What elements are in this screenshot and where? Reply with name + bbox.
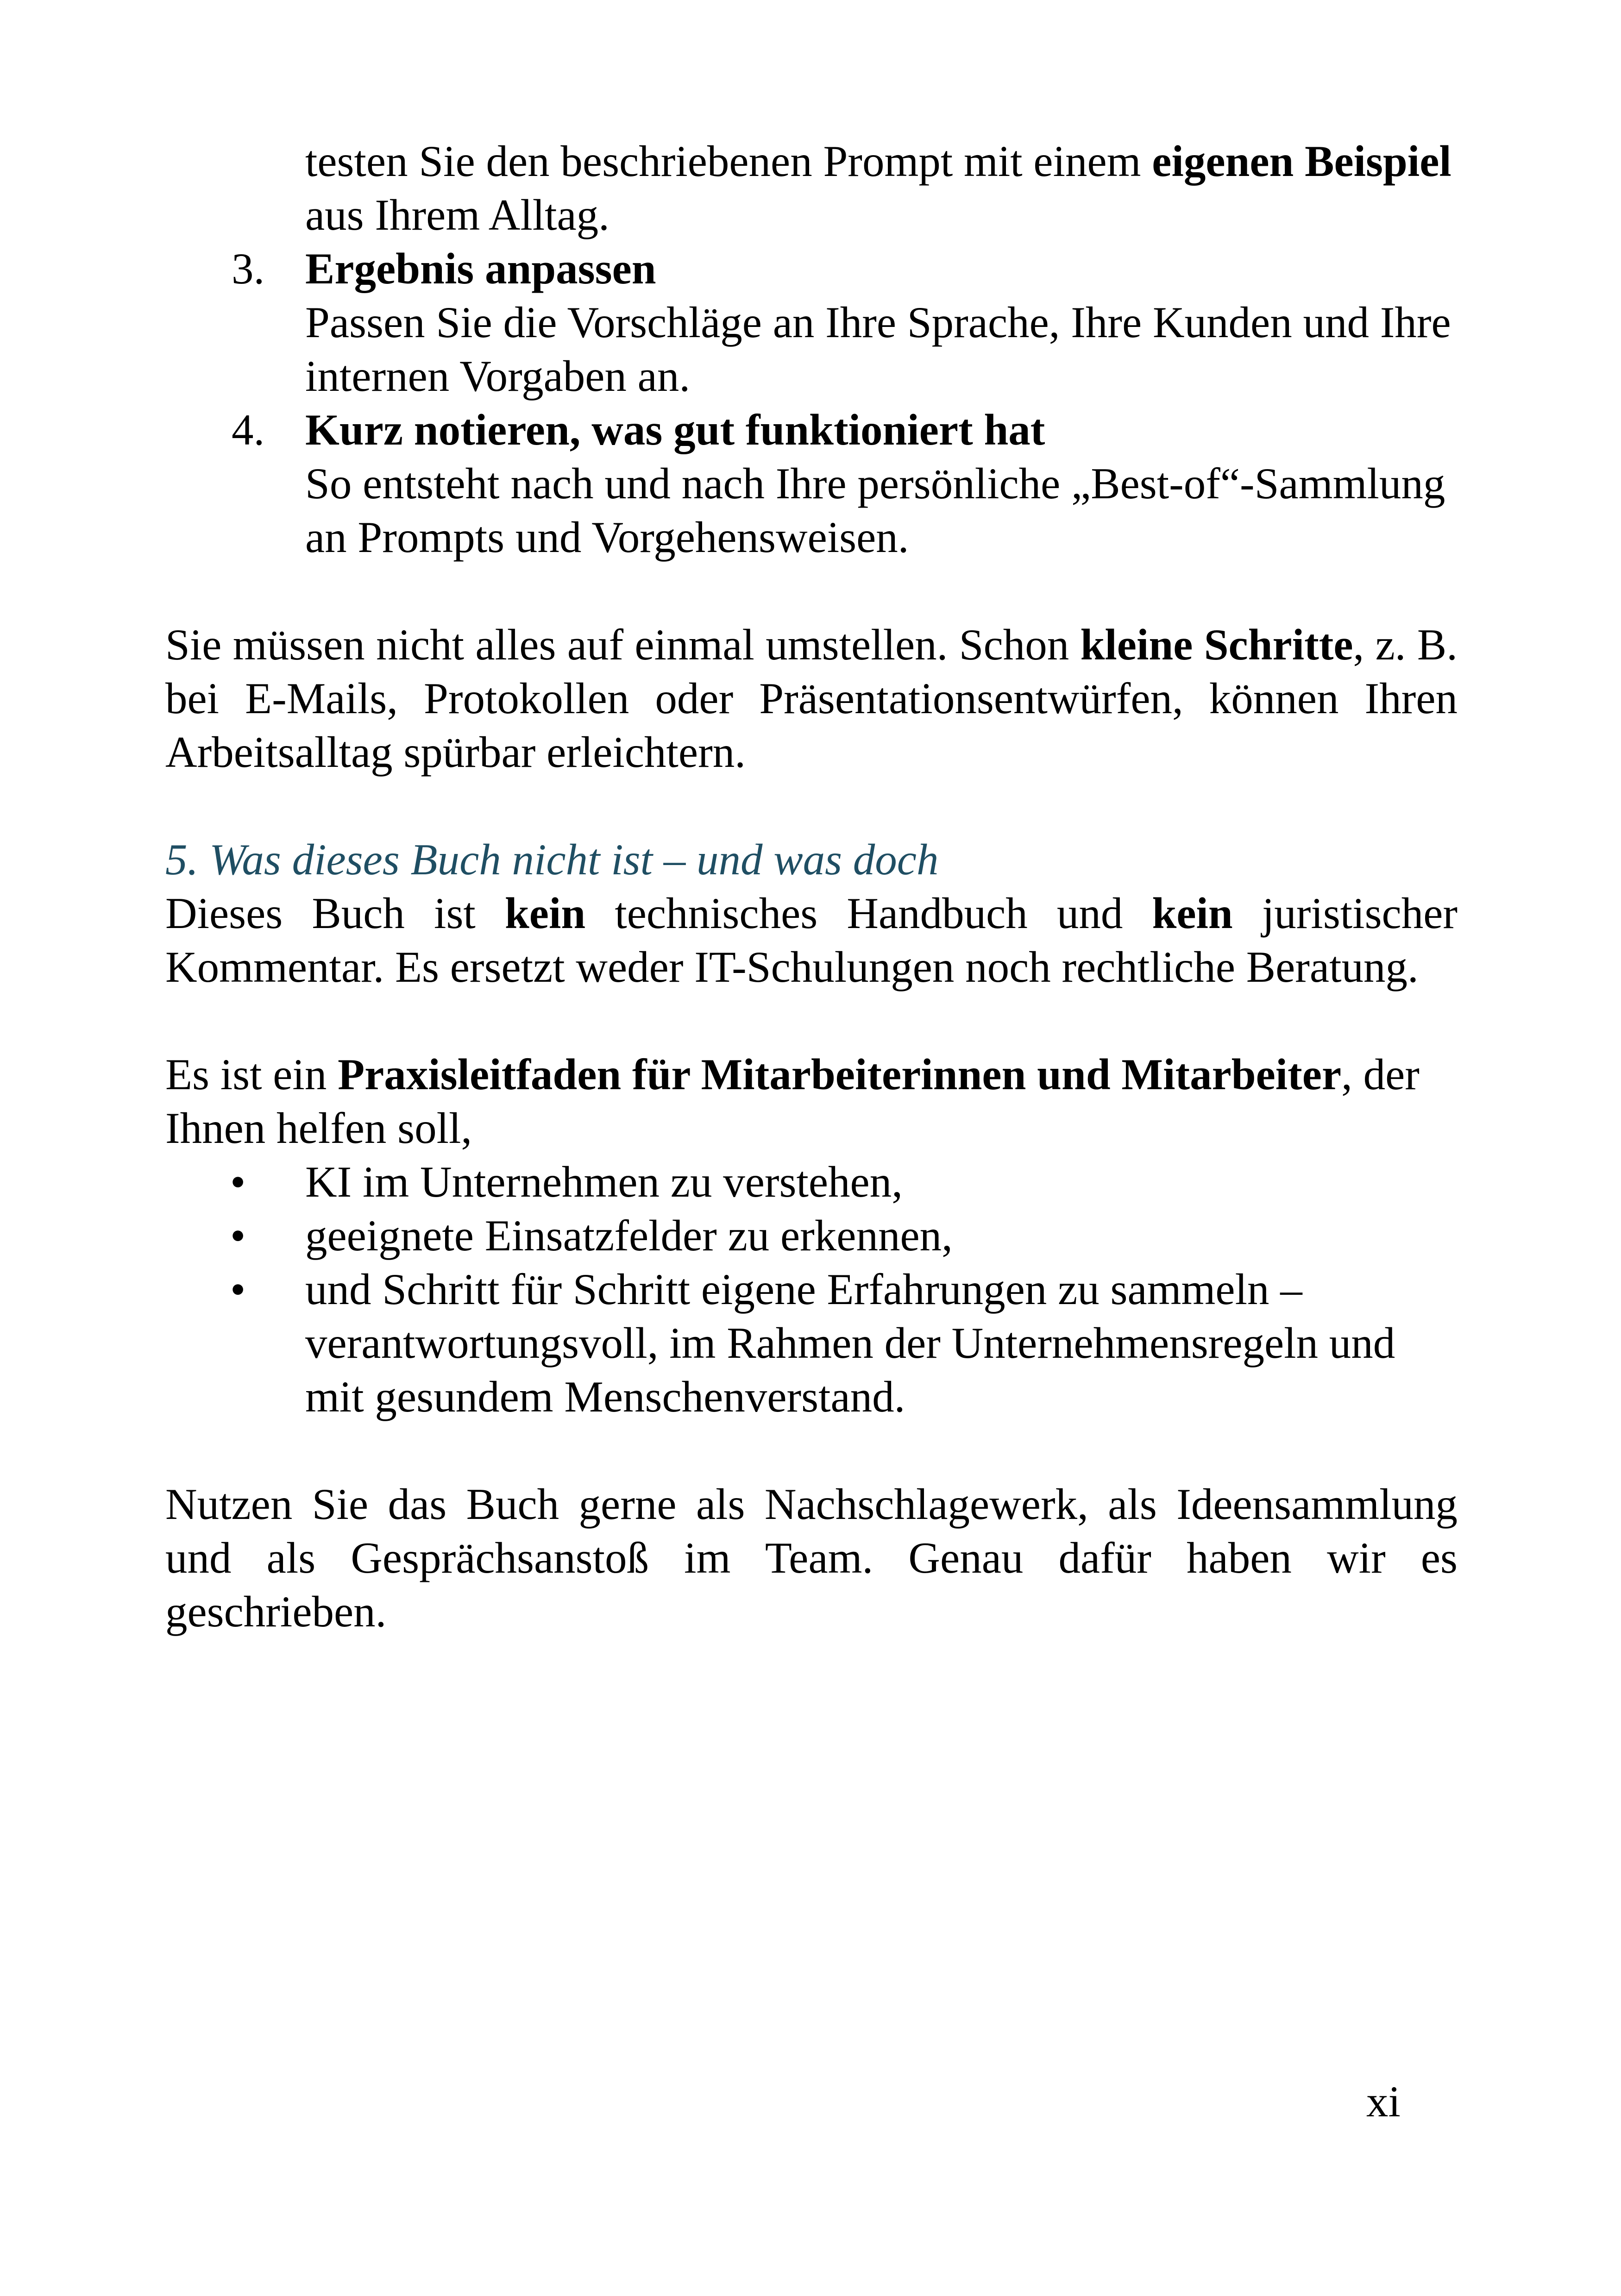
para3-after: , der Ihnen helfen soll, <box>165 1050 1420 1153</box>
item-number: 3. <box>232 244 265 293</box>
section-heading: 5. Was dieses Buch nicht ist – und was doch <box>165 835 939 884</box>
paragraph-not-handbook <box>165 886 1458 994</box>
bullet-item <box>165 1209 1458 1262</box>
paragraph-closing: Nutzen Sie das Buch gerne als Nachschlagewerk, als Ideensammlung und als Gesprächsanstoß im Team. Genau dafür haben wir es geschrieben. <box>165 1480 1458 1636</box>
para2-part2: technisches Handbuch und <box>585 889 1152 938</box>
para2-part1: Dieses Buch ist <box>165 889 505 938</box>
item-title: Kurz notieren, was gut funktioniert hat <box>305 405 1045 454</box>
para1-after: , z. B. bei E-Mails, Protokollen oder Präsentationsentwürfen, können Ihren Arbeitsalltag spürbar erleichtern. <box>165 620 1458 777</box>
bullet-item <box>165 1155 1458 1209</box>
paragraph-small-steps <box>165 618 1458 779</box>
para1-before: Sie müssen nicht alles auf einmal umstellen. Schon <box>165 620 1081 669</box>
item-text: So entsteht nach und nach Ihre persönliche „Best-of“-Sammlung an Prompts und Vorgehensweisen. <box>305 459 1445 562</box>
numbered-item-3 <box>165 242 1458 403</box>
list-item-continuation <box>165 134 1458 242</box>
para2-bold1: kein <box>504 889 586 938</box>
bullet-item <box>165 1262 1458 1424</box>
para1-bold: kleine Schritte <box>1080 620 1353 669</box>
bullet-icon: • <box>230 1265 246 1314</box>
item-text: Passen Sie die Vorschläge an Ihre Sprache, Ihre Kunden und Ihre internen Vorgaben an. <box>305 298 1451 401</box>
para3-before: Es ist ein <box>165 1050 338 1099</box>
item-title: Ergebnis anpassen <box>305 244 656 293</box>
para3-bold: Praxisleitfaden für Mitarbeiterinnen und Mitarbeiter <box>338 1050 1342 1099</box>
numbered-item-4 <box>165 403 1458 564</box>
page-content <box>165 134 1458 1638</box>
continuation-bold: eigenen Beispiel <box>1152 137 1451 186</box>
paragraph-practice-guide <box>165 1048 1458 1155</box>
bullet-text: und Schritt für Schritt eigene Erfahrungen zu sammeln – verantwortungsvoll, im Rahmen der Unternehmensregeln und mit gesundem Menschenverstand. <box>305 1265 1395 1421</box>
item-number: 4. <box>232 405 265 454</box>
page-number: xi <box>1366 2077 1401 2126</box>
para2-part3: juristischer Kommentar. Es ersetzt weder IT-Schulungen noch rechtliche Beratung. <box>165 889 1458 991</box>
bullet-icon: • <box>230 1211 246 1260</box>
bullet-text: geeignete Einsatzfelder zu erkennen, <box>305 1211 953 1260</box>
continuation-end: aus Ihrem Alltag. <box>305 190 609 239</box>
bullet-text: KI im Unternehmen zu verstehen, <box>305 1157 903 1206</box>
continuation-text: testen Sie den beschriebenen Prompt mit einem <box>305 137 1152 186</box>
bullet-icon: • <box>230 1157 246 1206</box>
para2-bold2: kein <box>1152 889 1233 938</box>
